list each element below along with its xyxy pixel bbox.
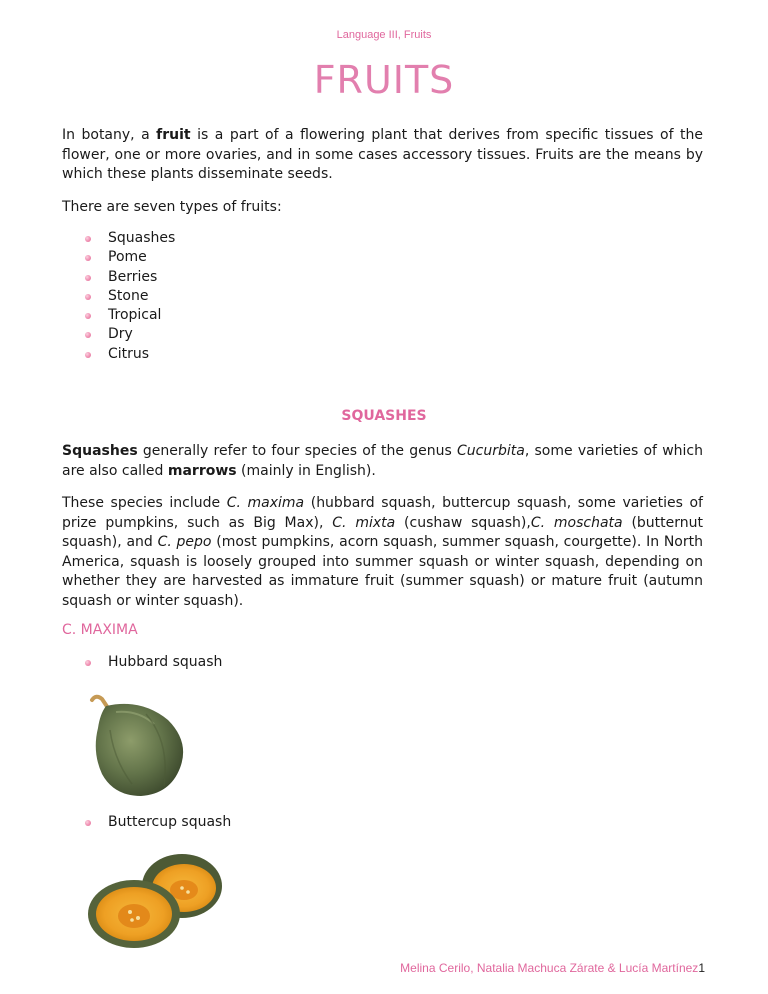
buttercup-squash-illustration [86,848,224,950]
keyword-marrows: marrows [167,462,237,479]
bullet-icon [85,255,91,261]
page-header: Language III, Fruits [336,29,432,41]
text-span: (butternut squash), and [62,514,704,550]
text-span: These species include [62,495,227,511]
fruit-types-list [84,229,175,364]
species-name: C. maxima [226,495,305,511]
intro-text-start: In botany, a [62,127,157,143]
bullet-icon [85,313,91,319]
text-span: (hubbard squash, buttercup squash, some varieties of prize pumpkins, such as Big Max), [62,495,703,531]
bullet-icon [85,332,91,338]
buttercup-squash-image [86,848,224,950]
list-item-label: Buttercup squash [108,814,232,830]
hubbard-squash-illustration [86,690,196,800]
intro-paragraph [62,126,703,185]
list-item [84,653,222,672]
list-item-label: Hubbard squash [108,654,223,670]
text-span: (mainly in English). [236,462,376,479]
species-name: C. pepo [157,534,212,550]
bullet-icon [85,820,91,826]
species-name: C. mixta [332,514,396,531]
bullet-icon [85,236,91,242]
hubbard-squash-image [86,690,196,800]
intro-keyword-fruit: fruit [156,127,191,143]
list-item [84,268,175,287]
hubbard-list [84,653,222,672]
page-number: 1 [698,961,705,975]
squashes-paragraph-2 [62,494,703,611]
list-item [84,229,175,248]
list-item [84,287,175,306]
text-span: (cushaw squash), [395,514,531,531]
list-item-label: Citrus [108,345,150,362]
text-span: (most pumpkins, acorn squash, summer squash, courgette). In North America, squash is loosely grouped into summer squash or winter squash, depending on whether they are harvested as immature fruit (summer squash) or mature fruit (autumn squash or winter squash). [62,534,703,609]
page-footer [400,961,705,975]
list-item-label: Pome [108,249,147,266]
c-maxima-subheading: C. MAXIMA [62,622,138,638]
types-intro: There are seven types of fruits: [62,199,282,215]
list-item [84,813,231,832]
squashes-heading: SQUASHES [341,408,427,424]
text-span: , some varieties of which are also called [62,443,703,479]
text-span: generally refer to four species of the genus [137,443,457,459]
list-item-label: Stone [108,287,149,304]
page-title: FRUITS [313,58,455,102]
list-item-label: Squashes [108,230,176,246]
buttercup-list [84,813,231,832]
list-item-label: Berries [108,268,158,285]
list-item [84,248,175,267]
list-item [84,345,175,364]
intro-text-end: is a part of a flowering plant that derives from specific tissues of the flower, one or more ovaries, and in some cases accessory tissues. Fruits are the means by which these plants disseminate seeds. [62,127,703,182]
bullet-icon [85,352,91,358]
list-item [84,306,175,325]
keyword-squashes: Squashes [62,443,138,459]
squashes-paragraph-1 [62,442,703,481]
bullet-icon [85,275,91,281]
list-item [84,325,175,344]
genus-name: Cucurbita [456,443,525,459]
list-item-label: Dry [108,326,133,343]
footer-authors: Melina Cerilo, Natalia Machuca Zárate & Lucía Martínez [400,961,699,975]
bullet-icon [85,294,91,300]
species-name: C. moschata [530,514,623,531]
list-item-label: Tropical [108,307,162,324]
bullet-icon [85,660,91,666]
